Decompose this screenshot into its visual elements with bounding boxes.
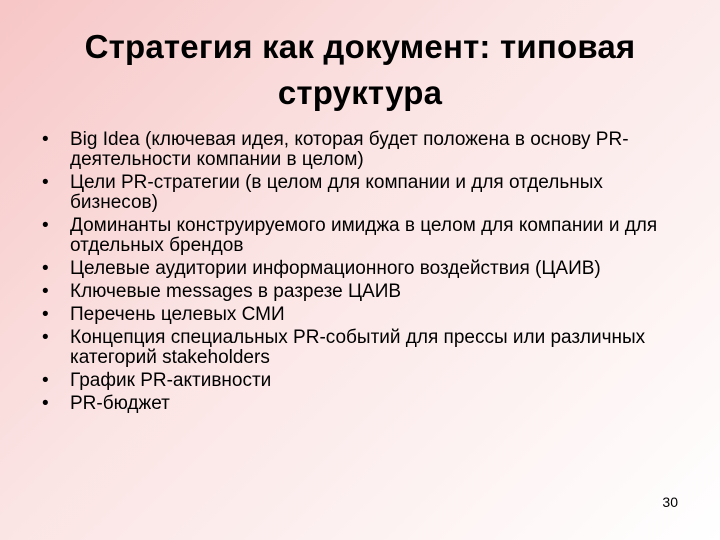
list-item-text: Big Idea (ключевая идея, которая будет положена в основу PR-деятельности компании в целом) (70, 129, 629, 170)
list-item-text: Цели PR-стратегии (в целом для компании и для отдельных бизнесов) (70, 172, 603, 213)
bullet-icon: • (42, 172, 49, 193)
list-item-text: Ключевые messages в разрезе ЦАИВ (70, 281, 402, 302)
bullet-list (42, 130, 690, 417)
list-item-text: График PR-активности (70, 370, 272, 391)
slide-title (0, 24, 720, 116)
list-item (42, 216, 690, 256)
bullet-icon: • (42, 258, 49, 279)
slide-title-line-1: Стратегия как документ: типовая (84, 28, 636, 65)
bullet-icon: • (42, 370, 49, 391)
bullet-icon: • (42, 129, 49, 150)
list-item-text: Доминанты конструируемого имиджа в целом для компании и для отдельных брендов (70, 215, 658, 256)
bullet-icon: • (42, 327, 49, 348)
list-item (42, 371, 690, 391)
slide-title-line-2: структура (277, 74, 443, 111)
list-item (42, 282, 690, 302)
bullet-icon: • (42, 281, 49, 302)
list-item (42, 173, 690, 213)
bullet-icon: • (42, 393, 49, 414)
list-item (42, 130, 690, 170)
list-item-text: Перечень целевых СМИ (70, 304, 285, 325)
list-item-text: Целевые аудитории информационного воздействия (ЦАИВ) (70, 258, 601, 279)
list-item (42, 328, 690, 368)
list-item (42, 305, 690, 325)
bullet-icon: • (42, 304, 49, 325)
list-item-text: Концепция специальных PR-событий для прессы или различных категорий stakeholders (70, 327, 646, 368)
list-item-text: PR-бюджет (70, 393, 170, 414)
page-number: 30 (662, 494, 678, 510)
list-item (42, 394, 690, 414)
list-item (42, 259, 690, 279)
bullet-icon: • (42, 215, 49, 236)
